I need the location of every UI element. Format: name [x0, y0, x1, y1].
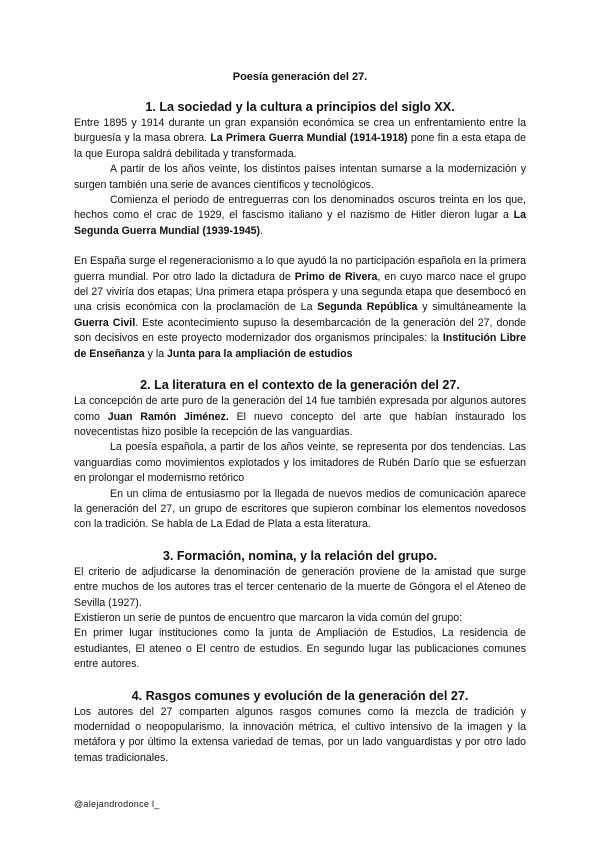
section-4-heading: 4. Rasgos comunes y evolución de la generación del 27. [131, 688, 469, 703]
section-2-heading: 2. La literatura en el contexto de la generación del 27. [140, 378, 460, 393]
section-2-paragraph-1: La concepción de arte puro de la generación del 14 fue también expresada por algunos autores como Juan Ramón Jiménez. El nuevo concepto del arte que habían instaurado los novecentistas hizo posible la recepción de las vanguardias. [74, 395, 526, 438]
section-1-paragraph-4: En España surge el regeneracionismo a lo que ayudó la no participación española en la primera guerra mundial. Por otro lado la dictadura de Primo de Rivera, en cuyo marco nace el grupo del 27 viviría dos etapas; Una primera etapa próspera y una segunda etapa que desembocó en una crisis económica con la proclamación de La Segunda República y simultáneamente la Guerra Civil. Este acontecimiento supuso la desembarcación de la generación del 27, donde son decisivos en este proyecto modernizador dos organismos principales: la Institución Libre de Enseñanza y la Junta para la ampliación de estudios [74, 255, 526, 360]
section-2-paragraph-2: La poesía española, a partir de los años veinte, se representa por dos tendencias. Las vanguardias como movimientos explotados y los imitadores de Rubén Darío que se esfuerzan en prolongar el modernismo retórico [74, 441, 526, 485]
section-1-paragraph-1: Entre 1895 y 1914 durante un gran expansión económica se crea un enfrentamiento entre la burguesía y la masa obrera. La Primera Guerra Mundial (1914-1918) pone fin a esta etapa de la que Europa saldrá debilitada y transformada. [74, 117, 526, 160]
section-3-heading: 3. Formación, nomina, y la relación del grupo. [162, 548, 438, 563]
document-title: Poesía generación del 27. [232, 71, 368, 83]
document-body [74, 98, 526, 766]
section-1-paragraph-2: A partir de los años veinte, los distintos países intentan sumarse a la modernización y surgen también una serie de avances científicos y tecnológicos. [74, 163, 526, 191]
section-3-paragraph-3: En primer lugar instituciones como la junta de Ampliación de Estudios, La residencia de estudiantes, El ateneo o El centro de estudios. En segundo lugar las publicaciones comunes entre autores. [74, 627, 526, 671]
section-2-paragraph-3: En un clima de entusiasmo por la llegada de nuevos medios de comunicación aparece la generación del 27, un grupo de escritores que supieron combinar los elementos novedosos con la tradición. Se habla de La Edad de Plata a esta literatura. [74, 487, 526, 531]
section-3-paragraph-1: El criterio de adjudicarse la denominación de generación proviene de la amistad que surge entre muchos de los autores tras el tercer centenario de la muerte de Góngora el el Ateneo de Sevilla (1927). [74, 565, 526, 609]
section-4-paragraph-1: Los autores del 27 comparten algunos rasgos comunes como la mezcla de tradición y modernidad o neopopularismo, la innovación métrica, el cultivo intensivo de la imagen y la metáfora y por último la extensa variedad de temas, por un lado vanguardistas y por otro lado temas tradicionales. [74, 705, 526, 764]
section-1-paragraph-3: Comienza el periodo de entreguerras con los denominados oscuros treinta en los que, hechos como el crac de 1929, el fascismo italiano y el nazismo de Hitler dieron lugar a La Segunda Guerra Mundial (1939-1945). [74, 194, 526, 237]
section-1-heading: 1. La sociedad y la cultura a principios del siglo XX. [145, 100, 455, 114]
footer-handle: @alejandrodonce l_ [74, 799, 160, 809]
section-3-paragraph-2: Existieron un serie de puntos de encuentro que marcaron la vida común del grupo: [74, 611, 463, 624]
